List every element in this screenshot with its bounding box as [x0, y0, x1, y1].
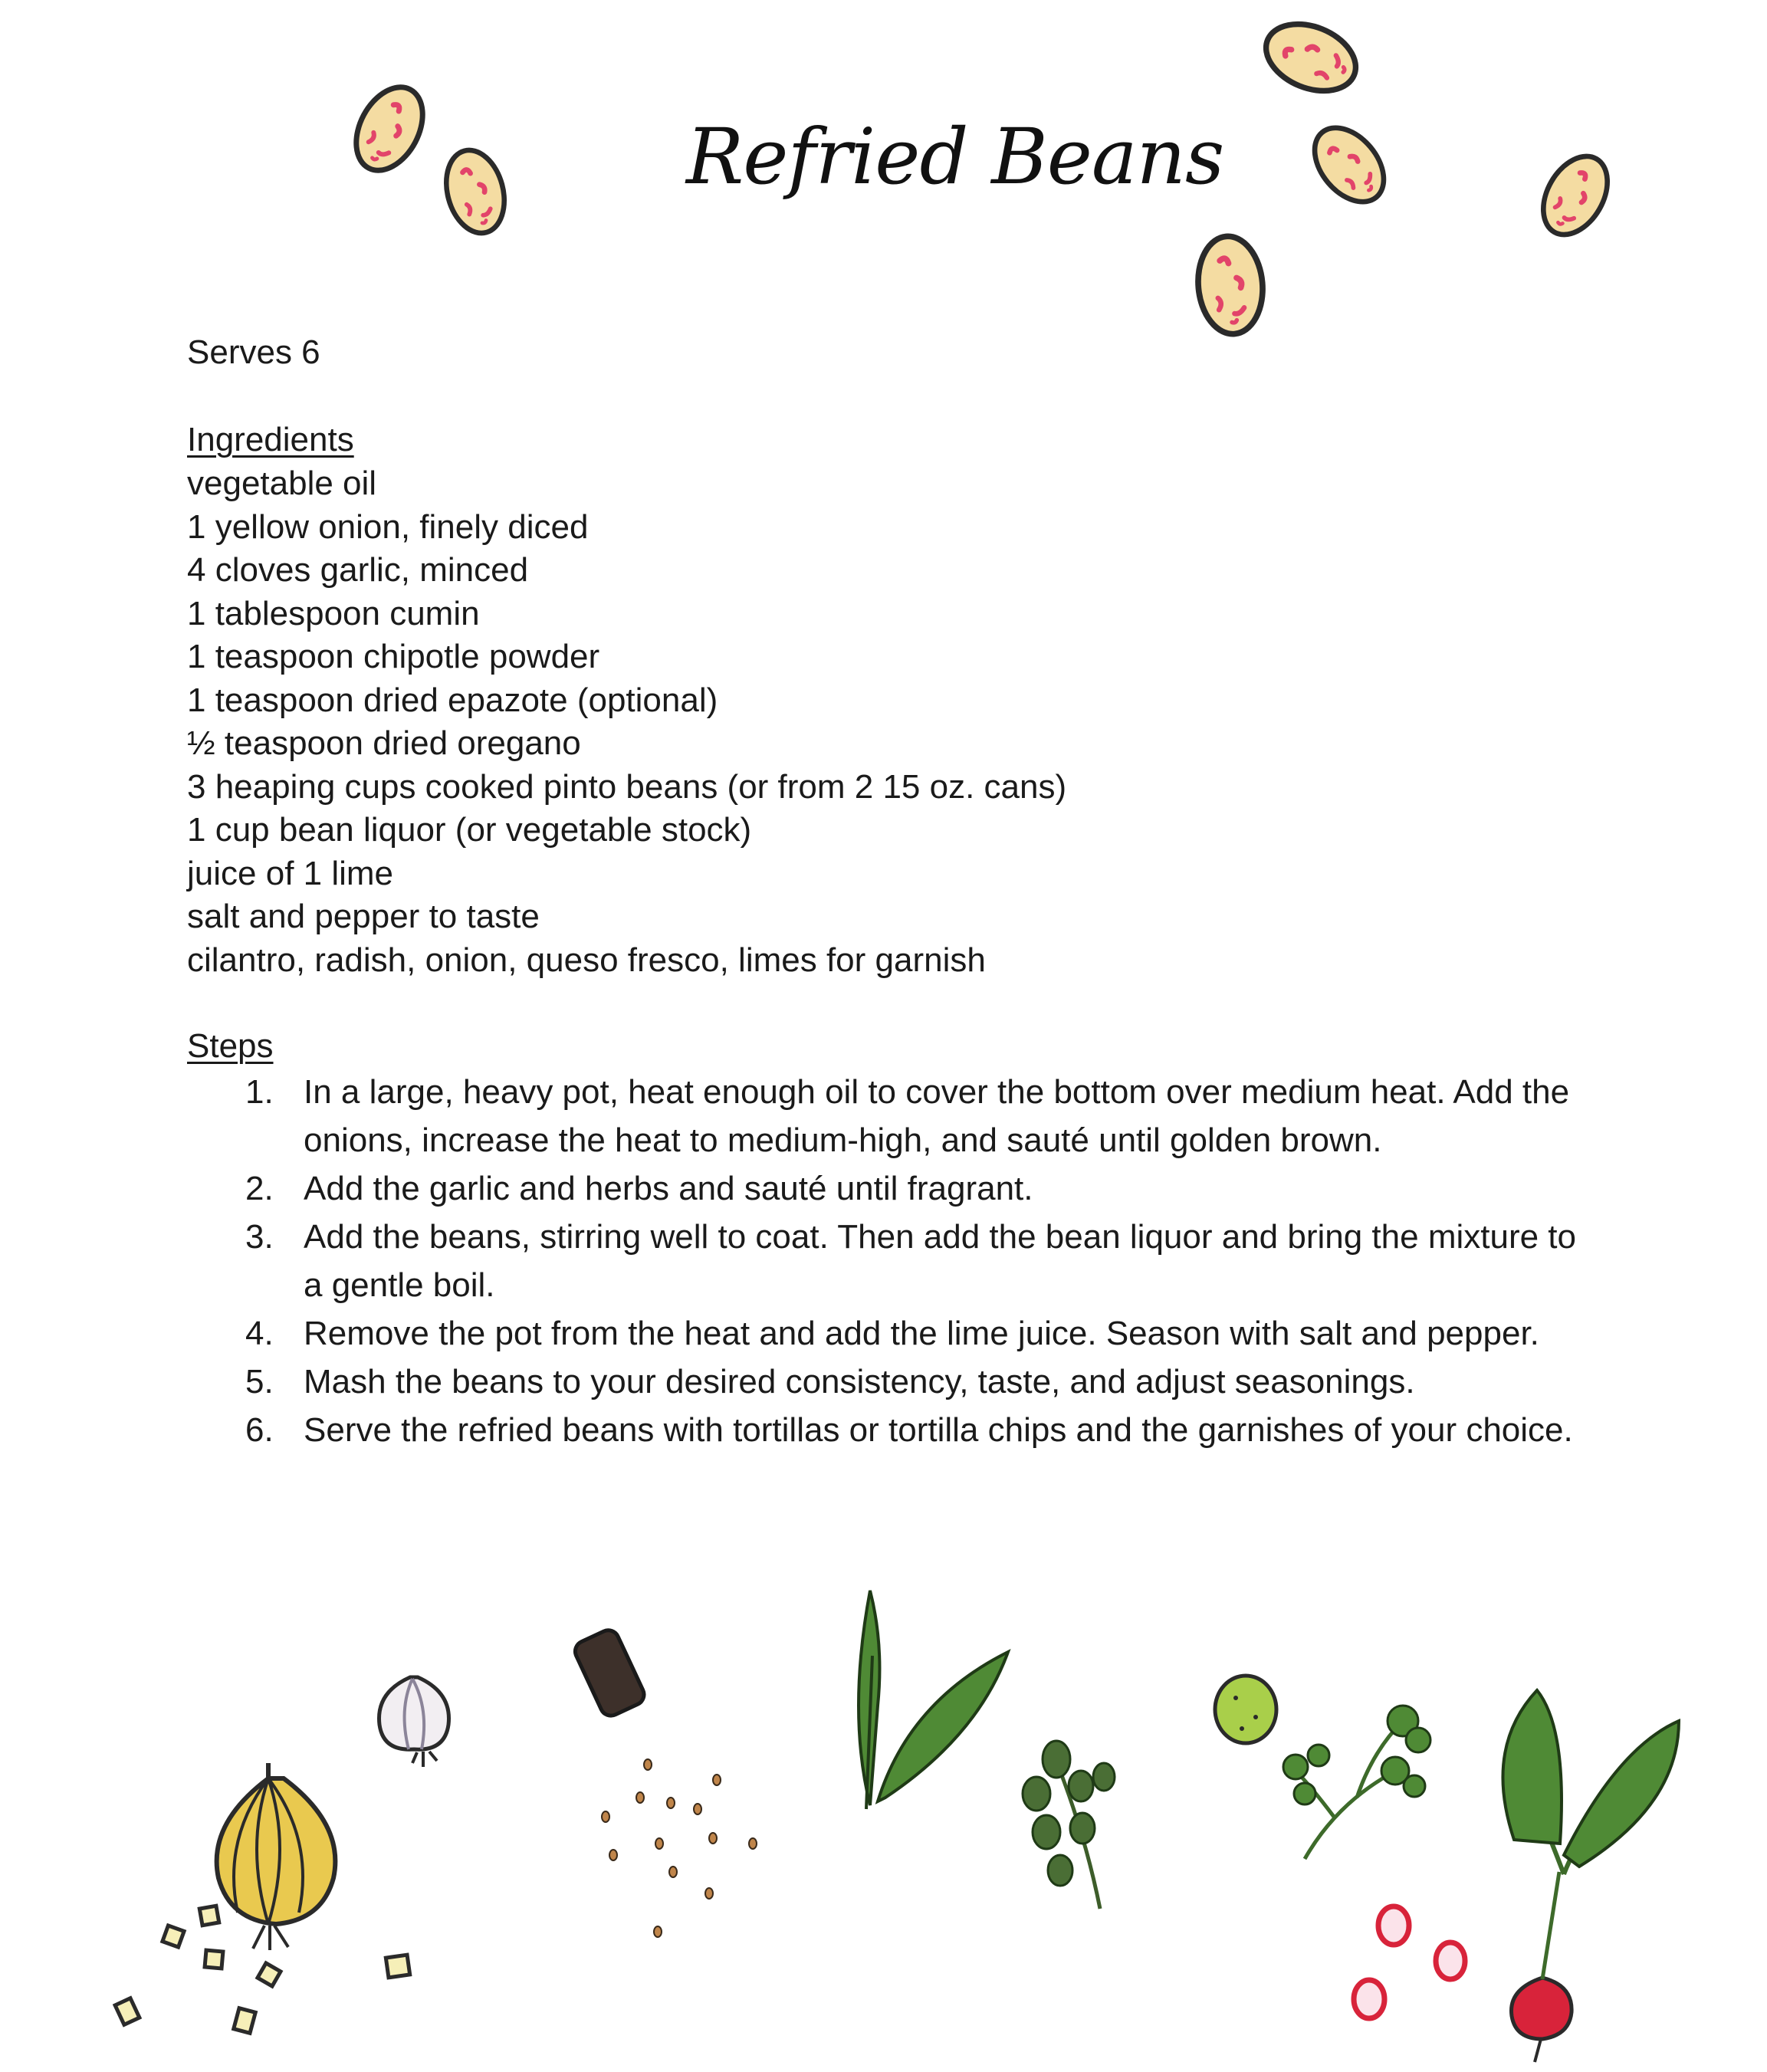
step-text: Add the garlic and herbs and sauté until fragrant. [304, 1170, 1033, 1207]
garlic-icon [379, 1677, 449, 1767]
cumin-seeds-icon [602, 1759, 757, 1937]
step-item [187, 1213, 1598, 1309]
ingredient-item: 1 teaspoon dried epazote (optional) [187, 681, 718, 719]
steps-heading: Steps [187, 1027, 274, 1065]
ingredient-item: 1 cup bean liquor (or vegetable stock) [187, 811, 752, 849]
step-number: 4. [245, 1315, 274, 1352]
step-number: 3. [245, 1218, 274, 1256]
onion-icon [217, 1763, 336, 1950]
ingredient-item: salt and pepper to taste [187, 898, 540, 935]
ingredient-item: ½ teaspoon dried oregano [187, 724, 581, 762]
step-number: 5. [245, 1363, 274, 1400]
step-item [187, 1164, 1598, 1213]
ingredients-heading: Ingredients [187, 421, 354, 458]
serves-count: Serves 6 [187, 333, 320, 371]
step-item [187, 1068, 1598, 1164]
step-item [187, 1358, 1598, 1406]
ingredient-item: 1 teaspoon chipotle powder [187, 638, 600, 675]
ingredient-item: juice of 1 lime [187, 854, 394, 892]
pinto-bean-icon [1256, 11, 1366, 103]
diced-onion-icon [115, 1906, 410, 2033]
lime-icon [1215, 1676, 1276, 1743]
epazote-icon [859, 1591, 1008, 1809]
ingredient-item: cilantro, radish, onion, queso fresco, limes for garnish [187, 941, 986, 979]
pinto-bean-icon [1530, 145, 1621, 246]
ingredients-list [187, 462, 1066, 982]
pinto-bean-icon [1301, 115, 1398, 215]
ingredient-item: 1 tablespoon cumin [187, 594, 480, 632]
step-item [187, 1406, 1598, 1454]
radish-slice-icon [1354, 1906, 1465, 2018]
steps-list [187, 1068, 1598, 1454]
recipe-title: Refried Beans [686, 112, 1224, 202]
pinto-bean-icon [1194, 234, 1266, 337]
step-text: Remove the pot from the heat and add the lime juice. Season with salt and pepper. [304, 1315, 1539, 1352]
step-item [187, 1309, 1598, 1358]
step-text: Add the beans, stirring well to coat. Then add the bean liquor and bring the mixture to a gentle boil. [304, 1218, 1576, 1304]
ingredient-item: vegetable oil [187, 465, 377, 502]
ingredient-item: 1 yellow onion, finely diced [187, 507, 589, 546]
ingredient-item: 4 cloves garlic, minced [187, 551, 529, 589]
pinto-bean-icon [438, 143, 513, 239]
step-number: 1. [245, 1073, 274, 1111]
step-text: In a large, heavy pot, heat enough oil to cover the bottom over medium heat. Add the onions, increase the heat to medium-high, and sauté until golden brown. [304, 1073, 1570, 1159]
step-text: Mash the beans to your desired consistency, taste, and adjust seasonings. [304, 1363, 1415, 1400]
chipotle-icon [572, 1627, 648, 1719]
cilantro-icon [1283, 1706, 1430, 1859]
pinto-bean-icon [343, 76, 436, 182]
step-number: 6. [245, 1411, 274, 1449]
ingredient-item: 3 heaping cups cooked pinto beans (or from 2 15 oz. cans) [187, 767, 1067, 806]
radish-icon [1503, 1690, 1679, 2062]
oregano-icon [1023, 1741, 1115, 1909]
step-number: 2. [245, 1170, 274, 1207]
step-text: Serve the refried beans with tortillas or tortilla chips and the garnishes of your choice. [304, 1411, 1573, 1449]
